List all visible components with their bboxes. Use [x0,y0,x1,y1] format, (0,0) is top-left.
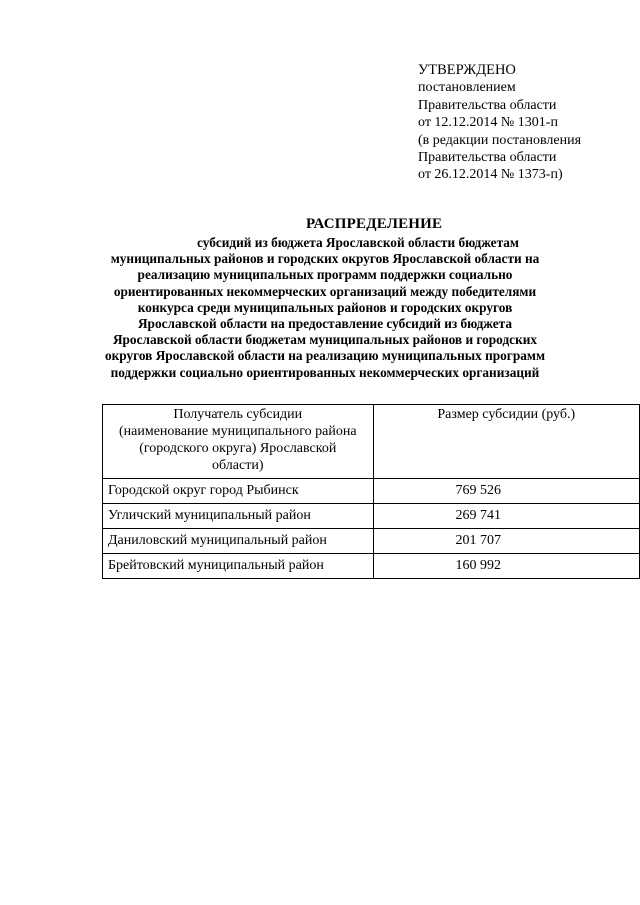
approval-line: Правительства области [418,97,557,113]
subtitle-line: конкурса среди муниципальных районов и городских округов [137,299,513,315]
amount-cell: 269 741 [373,504,639,529]
recipient-cell: Брейтовский муниципальный район [103,554,374,579]
approval-stamp [418,62,581,184]
amount-cell: 769 526 [373,479,639,504]
table-header-row [103,405,640,479]
subtitle-line: Ярославской области на предоставление субсидий из бюджета [137,316,513,332]
header-recipient-line: области) [212,458,264,473]
approval-line: от 26.12.2014 № 1373-п) [418,167,563,183]
subtitle-line: субсидий из бюджета Ярославской области бюджетам [197,235,519,250]
subtitle-line: Ярославской области бюджетам муниципальных районов и городских [112,332,538,348]
recipient-cell: Даниловский муниципальный район [103,529,374,554]
subtitle-line: реализацию муниципальных программ поддержки социально [137,267,513,283]
approval-line: постановлением [418,80,516,96]
document-subtitle [100,235,550,381]
table-row [103,554,640,579]
subtitle-line: муниципальных районов и городских округов Ярославской области на [110,251,540,267]
header-amount: Размер субсидии (руб.) [373,405,639,479]
header-recipient [103,405,374,479]
subtitle-line: поддержки социально ориентированных некоммерческих организаций [110,364,540,380]
subtitle-line: округов Ярославской области на реализацию муниципальных программ [104,348,546,364]
amount-cell: 160 992 [373,554,639,579]
approval-line: от 12.12.2014 № 1301-п [418,115,558,131]
document-title: РАСПРЕДЕЛЕНИЕ [306,216,443,232]
subtitle-line: ориентированных некоммерческих организаций между победителями [113,283,537,299]
recipient-cell: Угличский муниципальный район [103,504,374,529]
table-row [103,529,640,554]
subsidy-table [102,404,640,579]
header-recipient-line: Получатель субсидии [173,407,303,422]
approval-heading: УТВЕРЖДЕНО [418,62,516,78]
table-row [103,504,640,529]
amount-cell: 201 707 [373,529,639,554]
approval-line: (в редакции постановления [418,132,582,148]
header-recipient-line: (городского округа) Ярославской [139,441,337,456]
approval-line: Правительства области [418,150,557,166]
header-recipient-line: (наименование муниципального района [118,424,357,439]
recipient-cell: Городской округ город Рыбинск [103,479,374,504]
table-row [103,479,640,504]
